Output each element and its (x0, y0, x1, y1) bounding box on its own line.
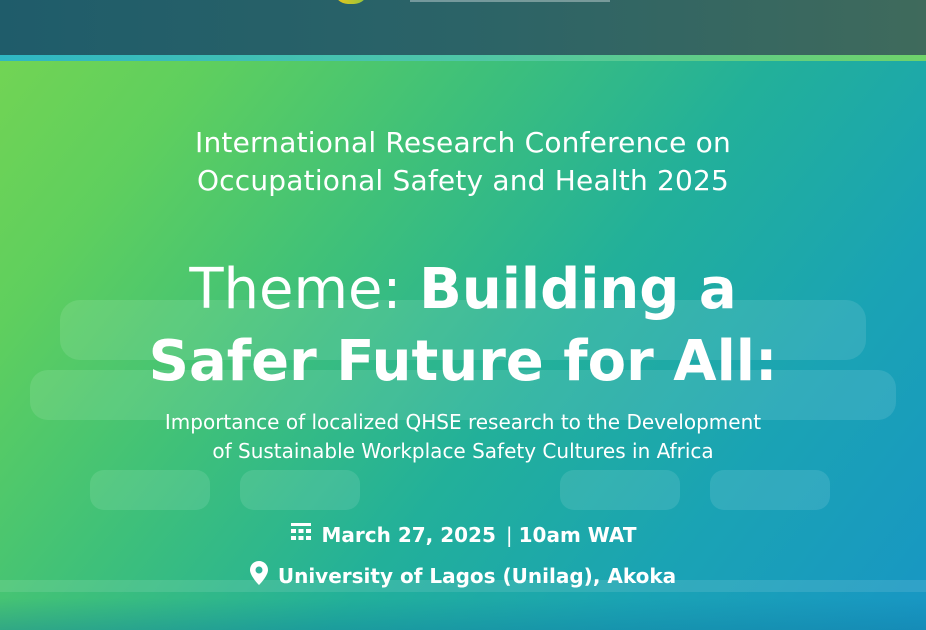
date-time-row (0, 522, 926, 547)
theme-prefix: Theme: (189, 257, 420, 322)
subtheme (0, 408, 926, 466)
bottom-band (0, 598, 926, 630)
event-time: 10am WAT (518, 522, 637, 547)
conference-title (0, 124, 926, 200)
logo-tagline-strip (410, 0, 610, 2)
conference-title-line-2: Occupational Safety and Health 2025 (196, 164, 730, 197)
location-row (0, 561, 926, 590)
conference-title-line-1: International Research Conference on (195, 126, 731, 159)
event-location: University of Lagos (Unilag), Akoka (277, 563, 677, 588)
event-date: March 27, 2025 (321, 522, 496, 547)
theme-bold-line-1: Building a (419, 257, 737, 322)
theme-heading (0, 254, 926, 398)
theme-line-2: Safer Future for All: (148, 329, 778, 394)
header-band (0, 0, 926, 55)
map-pin-icon (250, 561, 268, 590)
theme-line-1 (0, 254, 926, 326)
header-accent-stripe (0, 55, 926, 61)
date-time-separator: | (505, 522, 513, 547)
calendar-icon (290, 522, 312, 547)
subtheme-line-1: Importance of localized QHSE research to the Development (164, 410, 762, 434)
subtheme-line-2: of Sustainable Workplace Safety Cultures in Africa (212, 439, 714, 463)
